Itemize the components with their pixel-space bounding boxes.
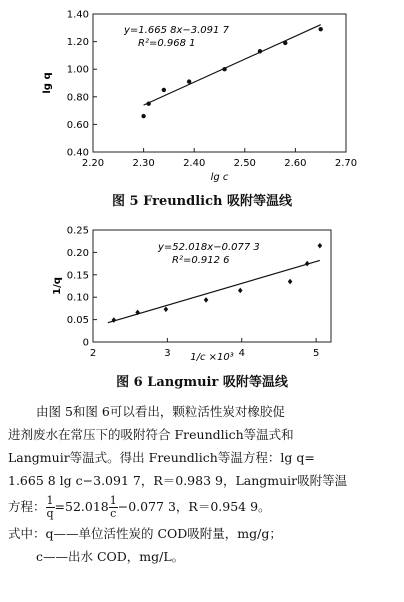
data-point: [187, 79, 191, 83]
freundlich-plot-area: [42, 10, 357, 184]
x-tick-label: 2: [89, 348, 97, 359]
x-tick-label: 2.60: [284, 158, 307, 169]
fraction-1-over-c: [109, 495, 118, 520]
equation-label: y=1.665 8x−3.091 7: [124, 25, 229, 36]
y-tick-label: 0.05: [66, 315, 89, 327]
x-tick-label: 5: [312, 348, 320, 359]
data-point: [162, 88, 166, 92]
definition-q: 式中：q——单位活性炭的 COD吸附量，mg/g；: [8, 526, 282, 541]
figure-6-caption: 图 6 Langmuir 吸附等温线: [116, 375, 288, 390]
y-tick-label: 0.80: [66, 92, 89, 104]
eq-prefix: 方程：: [8, 499, 46, 514]
r-squared-label: R²=0.912 6: [172, 255, 230, 266]
data-point: [141, 114, 145, 118]
data-point: [283, 41, 287, 45]
data-point: [146, 102, 150, 106]
text-line: 由图 5和图 6可以看出，颗粒活性炭对橡胶促: [36, 404, 285, 419]
eq-suffix: −0.077 3，R＝0.954 9。: [117, 499, 271, 514]
x-tick-label: 4: [238, 348, 245, 359]
frac-denominator: q: [46, 507, 54, 520]
equation-label: y=52.018x−0.077 3: [158, 242, 260, 253]
frac-numerator: 1: [109, 494, 117, 507]
fit-line: [144, 25, 321, 105]
frac-numerator: 1: [46, 494, 54, 507]
y-tick-label: 1.00: [66, 64, 89, 76]
y-tick-label: 1.20: [66, 37, 89, 49]
y-tick-label: 0.10: [66, 292, 89, 304]
fraction-1-over-q: [46, 495, 55, 520]
r-squared-label: R²=0.968 1: [138, 38, 196, 49]
x-tick-label: 2.20: [81, 158, 105, 169]
data-point: [288, 279, 293, 285]
text-line: 进剂废水在常压下的吸附符合 Freundlich等温式和: [8, 427, 294, 442]
data-point: [238, 288, 243, 294]
y-tick-label: 0.15: [66, 270, 89, 282]
x-axis-label: lg c: [210, 172, 229, 183]
y-tick-label: 0.40: [66, 147, 89, 159]
x-tick-label: 2.50: [233, 158, 256, 169]
data-point: [318, 243, 323, 249]
y-tick-label: 0.25: [66, 225, 89, 237]
definition-c: c——出水 COD，mg/L。: [36, 549, 185, 564]
data-point: [319, 27, 323, 31]
data-point: [305, 261, 310, 267]
x-tick-label: 2.40: [183, 158, 206, 169]
y-axis-label: lg q: [42, 72, 53, 94]
body-text: [8, 400, 400, 568]
figure-5-caption: 图 5 Freundlich 吸附等温线: [112, 194, 292, 209]
eq-mid: =52.018: [54, 499, 109, 514]
langmuir-equation: [8, 492, 400, 522]
fit-line: [108, 260, 320, 322]
langmuir-plot-area: [52, 226, 331, 364]
data-point: [204, 297, 209, 303]
y-tick-label: 0: [82, 337, 89, 349]
frac-denominator: c: [110, 507, 117, 520]
y-tick-label: 0.60: [66, 119, 89, 131]
x-axis-label: 1/c ×10³: [190, 352, 234, 363]
y-axis-label: 1/q: [52, 277, 63, 295]
data-point: [164, 306, 169, 312]
text-line: 1.665 8 lg c−3.091 7，R＝0.983 9，Langmuir吸附等温: [8, 473, 348, 488]
x-tick-label: 3: [164, 348, 171, 359]
text-line: Langmuir等温式。得出 Freundlich等温方程：lg q=: [8, 450, 315, 465]
data-point: [258, 49, 262, 53]
x-tick-label: 2.30: [132, 158, 155, 169]
data-point: [222, 67, 226, 71]
x-tick-label: 2.70: [334, 158, 358, 169]
y-tick-label: 1.40: [66, 9, 89, 21]
y-tick-label: 0.20: [66, 247, 89, 259]
